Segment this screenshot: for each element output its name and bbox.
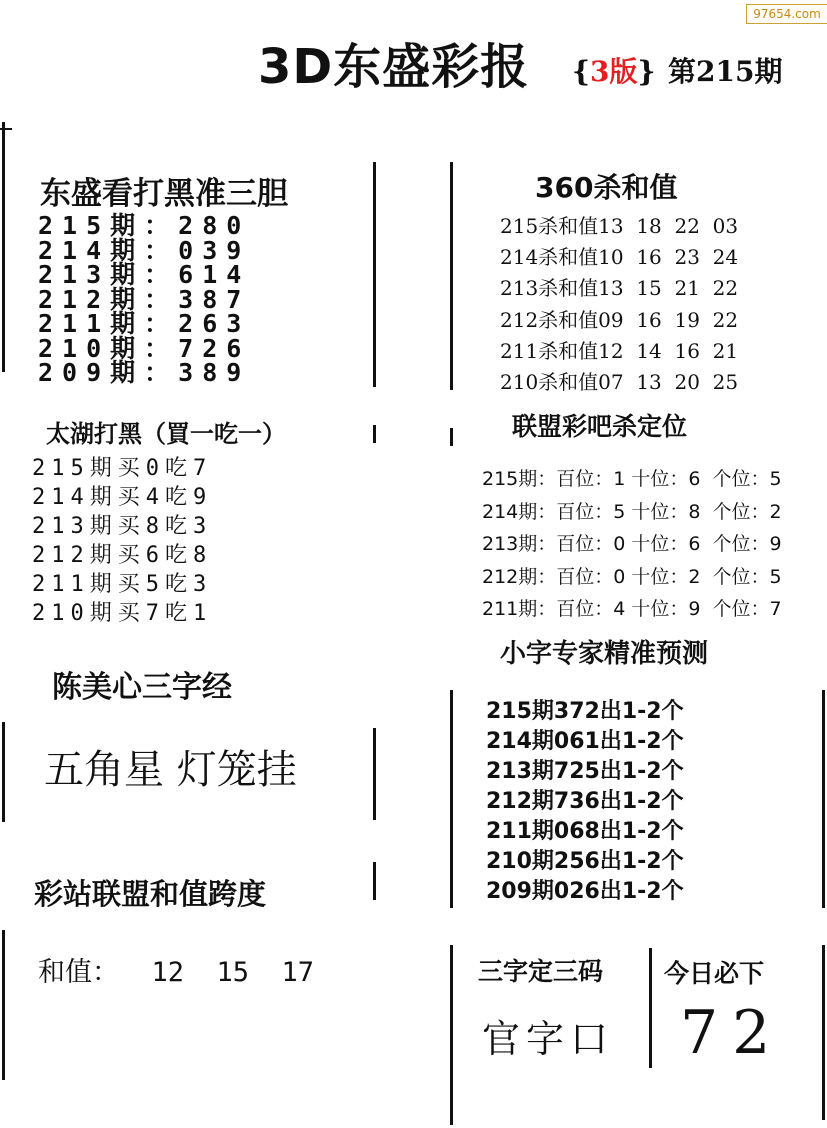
list-item: 212杀和值09 16 19 22 <box>500 307 739 332</box>
divider-left-bottom <box>373 862 376 900</box>
list-item: 212期：百位：0 十位：2 个位：5 <box>482 565 782 588</box>
version-number: 3版 <box>590 55 638 88</box>
page-title: 3D东盛彩报 <box>258 39 530 95</box>
sha-hezhi-title: 360杀和值 <box>535 171 678 204</box>
divider-left-top <box>373 162 376 387</box>
taihu-list <box>32 454 212 628</box>
lianmeng-title: 联盟彩吧杀定位 <box>512 412 688 441</box>
caizhan-title: 彩站联盟和值跨度 <box>34 877 267 911</box>
list-item: 210期买7吃1 <box>32 601 213 626</box>
list-item: 211期：263 <box>38 309 251 338</box>
chenmeixin-title: 陈美心三字经 <box>52 670 232 705</box>
list-item: 214期：039 <box>38 235 251 265</box>
sanzi-text: 官字口 <box>482 1017 615 1061</box>
jinri-title: 今日必下 <box>664 959 765 988</box>
version-brace-close: } <box>637 55 656 88</box>
list-item: 213期：614 <box>38 260 251 289</box>
dongsheng-list <box>38 211 251 387</box>
sanzi-title: 三字定三码 <box>478 957 604 986</box>
chenmeixin-text: 五角星 灯笼挂 <box>44 747 297 793</box>
list-item: 211期买5吃3 <box>32 572 213 597</box>
xiaozi-list <box>486 697 684 907</box>
divider-left-low <box>373 728 376 820</box>
list-item: 212期买6吃8 <box>32 543 213 568</box>
list-item: 215期：百位：1 十位：6 个位：5 <box>482 468 782 490</box>
list-item: 210期256出1-2个 <box>486 849 684 874</box>
lianmeng-list <box>482 463 782 626</box>
divider-left-mid <box>373 425 376 443</box>
frame-left-line-bottom <box>2 930 5 1080</box>
frame-left-line-top <box>2 122 5 372</box>
frame-left-line-mid <box>2 722 5 822</box>
list-item: 215杀和值13 18 22 03 <box>500 214 739 238</box>
list-item: 211期068出1-2个 <box>486 819 684 844</box>
list-item: 212期736出1-2个 <box>486 789 684 814</box>
divider-right-top <box>450 162 453 390</box>
list-item: 214期061出1-2个 <box>486 729 684 754</box>
divider-right-bottom <box>450 945 453 1125</box>
frame-right-line <box>822 690 825 908</box>
list-item: 214杀和值10 16 23 24 <box>500 245 739 270</box>
list-item: 213杀和值13 15 21 22 <box>500 276 739 301</box>
list-item: 211期：百位：4 十位：9 个位：7 <box>482 598 782 620</box>
caizhan-text: 和值： 12 15 17 <box>38 957 315 988</box>
xiaozi-title: 小字专家精准预测 <box>500 639 709 669</box>
list-item: 210杀和值07 13 20 25 <box>500 369 739 394</box>
version-brace-open: { <box>572 55 591 88</box>
version-label <box>572 50 656 90</box>
header-tick <box>0 128 12 130</box>
site-watermark: 97654.com <box>746 4 827 24</box>
list-item: 215期：280 <box>38 211 251 240</box>
list-item: 209期026出1-2个 <box>486 879 684 904</box>
list-item: 214期：百位：5 十位：8 个位：2 <box>482 500 782 523</box>
list-item: 210期：726 <box>38 333 251 363</box>
divider-box-split <box>649 948 652 1068</box>
frame-right-line-bottom <box>822 945 825 1120</box>
list-item: 212期：387 <box>38 284 251 314</box>
list-item: 213期725出1-2个 <box>486 759 684 784</box>
list-item: 213期买8吃3 <box>32 514 213 539</box>
taihu-title: 太湖打黑（買一吃一） <box>46 420 286 448</box>
divider-right-low <box>450 690 453 908</box>
list-item: 215期372出1-2个 <box>486 699 684 724</box>
list-item: 214期买4吃9 <box>32 485 213 510</box>
jinri-number: 72 <box>680 998 785 1068</box>
list-item: 211杀和值12 14 16 21 <box>500 338 739 363</box>
issue-number: 第215期 <box>668 55 783 88</box>
list-item: 209期：389 <box>38 358 251 387</box>
list-item: 215期买0吃7 <box>32 456 213 481</box>
divider-right-mid <box>450 428 453 446</box>
dongsheng-title: 东盛看打黑准三胆 <box>40 176 288 212</box>
sha-hezhi-list <box>500 211 738 398</box>
list-item: 213期：百位：0 十位：6 个位：9 <box>482 533 782 555</box>
